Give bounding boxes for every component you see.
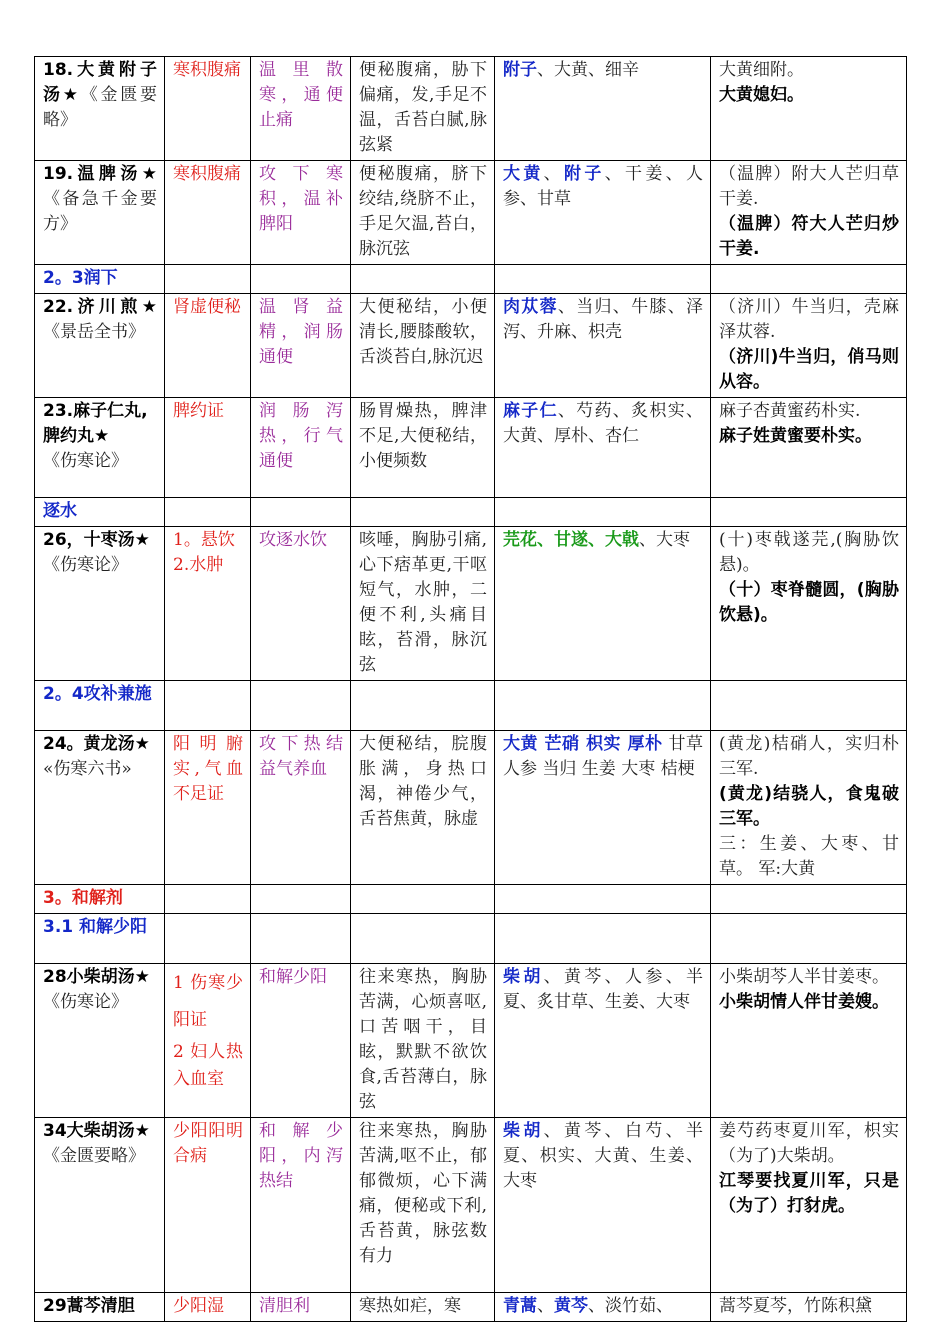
syndrome-1: 1。悬饮 [173, 530, 235, 550]
mnemonic-cell [711, 161, 907, 265]
formula-name-cell [35, 527, 165, 681]
empty-cell [711, 681, 907, 731]
formula-source: 《金匮要略》 [43, 85, 157, 130]
syndrome-cell: 少阳阳明合病 [165, 1118, 251, 1293]
herbs-cell [495, 964, 711, 1118]
herb-key: 芫花 [503, 530, 537, 550]
empty-cell [251, 885, 351, 914]
syndrome-cell: 阳明腑实,气血不足证 [165, 731, 251, 885]
formula-name: 19.温脾汤★ [43, 164, 157, 184]
formula-table [34, 56, 907, 1322]
syndrome-cell: 肾虚便秘 [165, 294, 251, 398]
syndrome-2: 2.水肿 [173, 555, 224, 575]
empty-cell [711, 914, 907, 964]
formula-name: 34大柴胡汤★ [43, 1121, 150, 1141]
formula-name-cell [35, 161, 165, 265]
effect-cell: 攻下寒积，温补脾阳 [251, 161, 351, 265]
mnemonic: 麻子杏黄蜜药朴实. [719, 401, 861, 421]
section-row [35, 265, 907, 294]
empty-cell [495, 265, 711, 294]
formula-name: 29蒿芩清胆 [43, 1296, 135, 1316]
herbs-cell [495, 57, 711, 161]
herb-rest: 、淡竹茹、 [588, 1296, 673, 1316]
section-title: 2。3润下 [35, 265, 165, 294]
mnemonic-bold: （济川)牛当归，俏马则从容。 [719, 347, 899, 392]
herb-sep: 、 [537, 530, 554, 550]
formula-name-cell [35, 964, 165, 1118]
mnemonic-cell: 蒿芩夏芩，竹陈积黛 [711, 1293, 907, 1322]
herb-rest: 、大枣 [639, 530, 690, 550]
herb-key: 麻子仁 [503, 401, 558, 421]
empty-cell [251, 265, 351, 294]
herbs-cell [495, 527, 711, 681]
effect-cell: 温里散寒，通便止痛 [251, 57, 351, 161]
symptoms-cell: 寒热如疟，寒 [351, 1293, 495, 1322]
table-row [35, 527, 907, 681]
herb-key: 附子 [564, 164, 605, 184]
formula-name-cell [35, 731, 165, 885]
herb-key: 柴胡 [503, 1121, 544, 1141]
mnemonic-bold: （十）枣脊髓圆，(胸胁饮悬)。 [719, 580, 899, 625]
formula-source: 《伤寒论》 [43, 451, 128, 471]
mnemonic-note: 三：生姜、大枣、甘草。 军:大黄 [719, 834, 899, 879]
herb-key: 大黄 芒硝 枳实 厚朴 [503, 734, 663, 754]
empty-cell [351, 265, 495, 294]
empty-cell [711, 265, 907, 294]
table-row [35, 294, 907, 398]
herb-rest: 、黄芩、白芍、半夏、枳实、大黄、生姜、大枣 [503, 1121, 704, 1191]
herb-key: 肉苁蓉 [503, 297, 558, 317]
mnemonic-bold: 大黄媳妇。 [719, 85, 804, 105]
syndrome-cell [165, 527, 251, 681]
syndrome-cell: 少阳湿 [165, 1293, 251, 1322]
symptoms-cell: 便秘腹痛，脐下绞结,绕脐不止，手足欠温,苔白，脉沉弦 [351, 161, 495, 265]
effect-cell: 润肠泻热，行气通便 [251, 398, 351, 498]
formula-name: 23.麻子仁丸, [43, 401, 148, 421]
empty-cell [351, 885, 495, 914]
mnemonic: （济川）牛当归，壳麻泽苁蓉. [719, 297, 899, 342]
herb-rest: 、芍药、炙枳实、大黄、厚朴、杏仁 [503, 401, 704, 446]
symptoms-cell: 咳唾，胸胁引痛,心下痞革更,干呕短气，水肿，二便不利,头痛目眩，苔滑，脉沉弦 [351, 527, 495, 681]
herb-sep: 、 [543, 164, 565, 184]
table-row [35, 398, 907, 498]
empty-cell [351, 914, 495, 964]
empty-cell [351, 681, 495, 731]
herb-rest: 、干姜、人参、甘草 [503, 164, 704, 209]
herbs-cell [495, 1118, 711, 1293]
empty-cell [165, 265, 251, 294]
empty-cell [351, 498, 495, 527]
mnemonic: (黄龙)桔硝人，实归朴三军. [719, 734, 899, 779]
syndrome-1: 1 伤寒少阳证 [173, 973, 243, 1030]
section-title: 2。4攻补兼施 [35, 681, 165, 731]
section-row [35, 885, 907, 914]
section-row [35, 914, 907, 964]
mnemonic-cell [711, 57, 907, 161]
formula-name: 28小柴胡汤★ [43, 967, 150, 987]
symptoms-cell: 大便秘结，脘腹胀满，身热口渴，神倦少气，舌苔焦黄，脉虚 [351, 731, 495, 885]
herbs-cell [495, 161, 711, 265]
herb-key: 附子 [503, 60, 537, 80]
mnemonic-bold: 江琴要找夏川军，只是（为了）打豺虎。 [719, 1171, 899, 1216]
effect-cell: 和解少阳，内泻热结 [251, 1118, 351, 1293]
mnemonic-cell [711, 731, 907, 885]
herb-rest: 甘草 人参 当归 生姜 大枣 桔梗 [503, 734, 704, 779]
formula-source: 《伤寒论》 [43, 992, 128, 1012]
syndrome-cell: 寒积腹痛 [165, 161, 251, 265]
formula-name-cell [35, 398, 165, 498]
herb-sep: 、 [588, 530, 605, 550]
table-row [35, 731, 907, 885]
mnemonic-bold: （温脾）符大人芒归炒干姜. [719, 214, 899, 259]
mnemonic-cell [711, 527, 907, 681]
formula-name-cell [35, 1118, 165, 1293]
empty-cell [495, 914, 711, 964]
empty-cell [711, 885, 907, 914]
herbs-cell [495, 1293, 711, 1322]
empty-cell [495, 681, 711, 731]
mnemonic-bold: 麻子姓黄蜜要朴实。 [719, 426, 872, 446]
effect-cell: 攻逐水饮 [251, 527, 351, 681]
formula-source: 《备急千金要方》 [43, 189, 157, 234]
herb-sep: 、 [537, 1296, 554, 1316]
empty-cell [165, 681, 251, 731]
table-row [35, 57, 907, 161]
effect-cell: 清胆利 [251, 1293, 351, 1322]
section-title: 3.1 和解少阳 [35, 914, 165, 964]
table-row [35, 964, 907, 1118]
mnemonic: 小柴胡芩人半甘姜枣。 [719, 967, 889, 987]
mnemonic: 姜芍药枣夏川军，枳实（为了)大柴胡。 [719, 1121, 899, 1166]
section-title: 3。和解剂 [35, 885, 165, 914]
formula-name-cell [35, 1293, 165, 1322]
table-row [35, 1118, 907, 1293]
symptoms-cell: 大便秘结，小便清长,腰膝酸软，舌淡苔白,脉沉迟 [351, 294, 495, 398]
empty-cell [251, 681, 351, 731]
formula-name-alt: 脾约丸★ [43, 426, 110, 446]
symptoms-cell: 肠胃燥热，脾津不足,大便秘结，小便频数 [351, 398, 495, 498]
formula-source: 《景岳全书》 [43, 322, 145, 342]
herb-key: 青蒿 [503, 1296, 537, 1316]
effect-cell: 和解少阳 [251, 964, 351, 1118]
formula-name-cell [35, 294, 165, 398]
mnemonic: （温脾）附大人芒归草干姜. [719, 164, 899, 209]
herbs-cell [495, 294, 711, 398]
section-title: 逐水 [35, 498, 165, 527]
herb-rest: 、黄芩、人参、半夏、炙甘草、生姜、大枣 [503, 967, 704, 1012]
table-row [35, 1293, 907, 1322]
symptoms-cell: 便秘腹痛，胁下偏痛，发,手足不温，舌苔白腻,脉弦紧 [351, 57, 495, 161]
table-row [35, 161, 907, 265]
section-row [35, 498, 907, 527]
herbs-cell [495, 731, 711, 885]
syndrome-cell: 脾约证 [165, 398, 251, 498]
empty-cell [165, 885, 251, 914]
formula-name: 24。黄龙汤★ [43, 734, 150, 754]
mnemonic-cell [711, 294, 907, 398]
syndrome-cell: 寒积腹痛 [165, 57, 251, 161]
empty-cell [711, 498, 907, 527]
formula-source: «伤寒六书» [43, 759, 132, 779]
mnemonic-cell [711, 1118, 907, 1293]
mnemonic-cell [711, 964, 907, 1118]
effect-cell: 攻下热结益气养血 [251, 731, 351, 885]
herbs-cell [495, 398, 711, 498]
herb-key: 黄芩 [554, 1296, 588, 1316]
empty-cell [495, 885, 711, 914]
mnemonic-bold: (黄龙)结骁人，食鬼破三军。 [719, 784, 899, 829]
herb-key: 大黄 [503, 164, 544, 184]
formula-name-cell [35, 57, 165, 161]
formula-name: 22.济川煎★ [43, 297, 157, 317]
effect-cell: 温肾益精，润肠通便 [251, 294, 351, 398]
herb-key: 柴胡 [503, 967, 544, 987]
herb-rest: 、当归、牛膝、泽泻、升麻、枳壳 [503, 297, 704, 342]
empty-cell [165, 914, 251, 964]
empty-cell [165, 498, 251, 527]
formula-source: 《伤寒论》 [43, 555, 128, 575]
empty-cell [495, 498, 711, 527]
mnemonic: (十)枣戟遂芫,(胸胁饮悬)。 [719, 530, 899, 575]
formula-name: 26，十枣汤★ [43, 530, 150, 550]
symptoms-cell: 往来寒热，胸胁苦满,呕不止，郁郁微烦，心下满痛，便秘或下利,舌苔黄，脉弦数有力 [351, 1118, 495, 1293]
mnemonic-bold: 小柴胡情人伴甘姜嫂。 [719, 992, 889, 1012]
empty-cell [251, 498, 351, 527]
formula-name: 18.大黄附子汤★ [43, 60, 157, 105]
symptoms-cell: 往来寒热，胸胁苦满，心烦喜呕,口苦咽干，目眩，默默不欲饮食,舌苔薄白，脉弦 [351, 964, 495, 1118]
mnemonic: 大黄细附。 [719, 60, 804, 80]
herb-key: 甘遂 [554, 530, 588, 550]
mnemonic-cell [711, 398, 907, 498]
empty-cell [251, 914, 351, 964]
herb-key: 大戟 [605, 530, 639, 550]
section-row [35, 681, 907, 731]
syndrome-2: 2 妇人热入血室 [173, 1042, 243, 1089]
herb-rest: 、大黄、细辛 [537, 60, 639, 80]
formula-source: 《金匮要略》 [43, 1146, 145, 1166]
syndrome-cell [165, 964, 251, 1118]
